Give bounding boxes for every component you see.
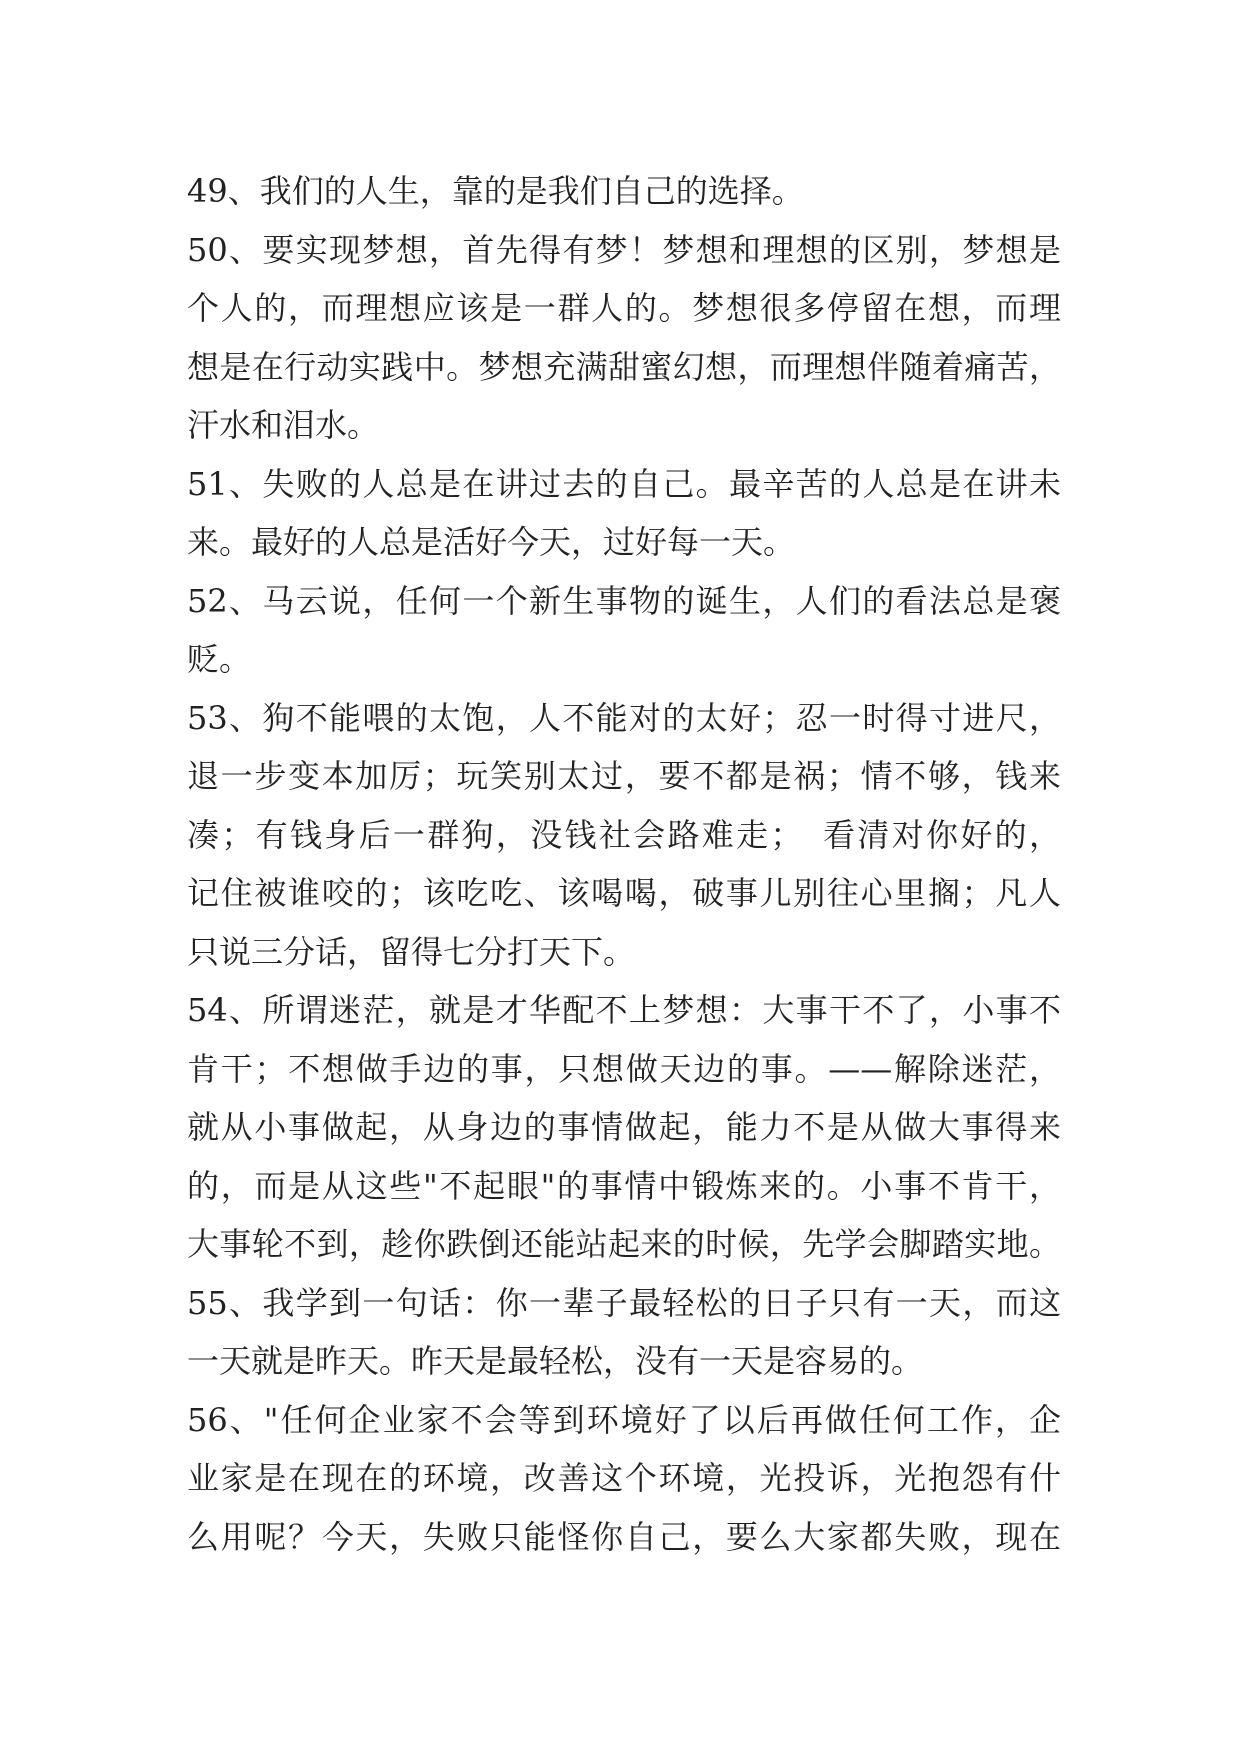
text-line: 就从小事做起，从身边的事情做起，能力不是从做大事得来: [187, 1108, 1061, 1146]
text-line: 来。最好的人总是活好今天，过好每一天。: [187, 523, 796, 561]
text-line: 贬。: [187, 640, 252, 678]
text-line: 想是在行动实践中。梦想充满甜蜜幻想，而理想伴随着痛苦，: [187, 347, 1061, 386]
text-line: 49、我们的人生，靠的是我们自己的选择。: [187, 172, 804, 210]
document-body: [187, 162, 1061, 1566]
text-line: 52、马云说，任何一个新生事物的诞生，人们的看法总是褒: [187, 581, 1061, 620]
text-line: 56、"任何企业家不会等到环境好了以后再做任何工作，企: [187, 1400, 1061, 1439]
text-line: 肯干；不想做手边的事，只想做天边的事。——解除迷茫，: [187, 1049, 1061, 1088]
text-line: 只说三分话，留得七分打天下。: [187, 932, 636, 971]
text-line: 大事轮不到，趁你跌倒还能站起来的时候，先学会脚踏实地。: [187, 1225, 1061, 1263]
text-line: 50、要实现梦想，首先得有梦！梦想和理想的区别，梦想是: [187, 230, 1061, 269]
text-line: 凑；有钱身后一群狗，没钱社会路难走； 看清对你好的，: [187, 815, 1061, 854]
text-line: 业家是在现在的环境，改善这个环境，光投诉，光抱怨有什: [187, 1459, 1061, 1497]
text-line: 53、狗不能喂的太饱，人不能对的太好；忍一时得寸进尺，: [187, 698, 1061, 737]
text-line: 的，而是从这些"不起眼"的事情中锻炼来的。小事不肯干，: [187, 1166, 1061, 1205]
text-line: 一天就是昨天。昨天是最轻松，没有一天是容易的。: [187, 1342, 924, 1380]
text-line: 个人的，而理想应该是一群人的。梦想很多停留在想，而理: [187, 289, 1061, 327]
text-line: 55、我学到一句话：你一辈子最轻松的日子只有一天，而这: [187, 1283, 1061, 1322]
text-line: 54、所谓迷茫，就是才华配不上梦想：大事干不了，小事不: [187, 991, 1061, 1029]
text-line: 退一步变本加厉；玩笑别太过，要不都是祸；情不够，钱来: [187, 757, 1061, 795]
text-line: 51、失败的人总是在讲过去的自己。最辛苦的人总是在讲未: [187, 464, 1061, 503]
text-line: 么用呢？今天，失败只能怪你自己，要么大家都失败，现在: [187, 1517, 1061, 1556]
text-line: 汗水和泪水。: [187, 406, 380, 444]
text-line: 记住被谁咬的；该吃吃、该喝喝，破事儿别往心里搁；凡人: [187, 874, 1061, 912]
